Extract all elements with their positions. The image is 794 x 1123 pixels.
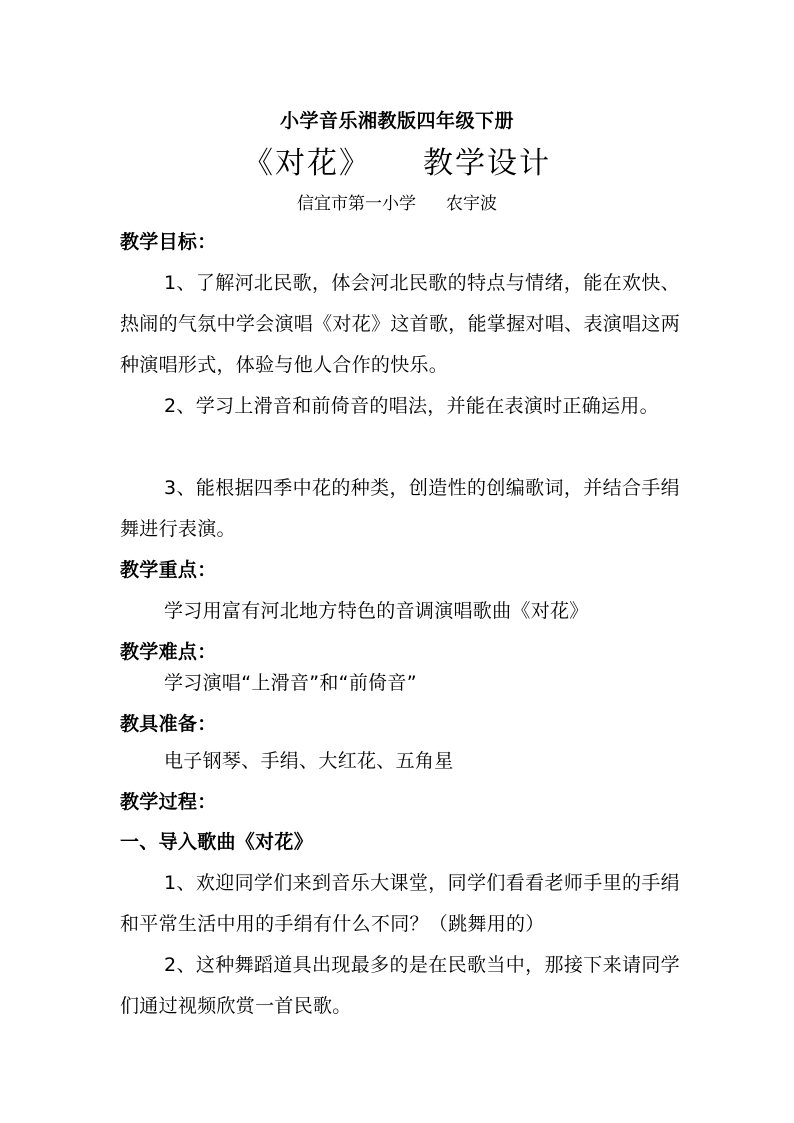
- teacher-name: 农宇波: [446, 194, 497, 214]
- lesson-title: [0, 138, 794, 182]
- key-point-heading: 教学重点：: [120, 559, 217, 581]
- author-line: [0, 189, 794, 214]
- difficulty-text: 学习演唱“上滑音”和“前倚音”: [164, 672, 417, 694]
- step-2: 2、这种舞蹈道具出现最多的是在民歌当中，那接下来请同学们通过视频欣赏一首民歌。: [120, 954, 680, 1017]
- section-1-heading: 一、导入歌曲《对花》: [120, 831, 314, 853]
- series-title: 小学音乐湘教版四年级下册: [279, 110, 514, 132]
- tools-text: 电子钢琴、手绢、大红花、五角星: [164, 750, 454, 772]
- step-1: 1、欢迎同学们来到音乐大课堂，同学们看看老师手里的手绢和平常生活中用的手绢有什么不同？（跳舞用的）: [120, 872, 680, 935]
- tools-heading: 教具准备：: [120, 713, 217, 735]
- lesson-name: 《对花》: [243, 146, 371, 181]
- design-label: 教学设计: [423, 146, 551, 181]
- objective-1: 1、了解河北民歌，体会河北民歌的特点与情绪，能在欢快、热闹的气氛中学会演唱《对花》这首歌，能掌握对唱、表演唱这两种演唱形式，体验与他人合作的快乐。: [120, 272, 680, 376]
- objective-2: 2、学习上滑音和前倚音的唱法，并能在表演时正确运用。: [164, 395, 659, 417]
- key-point-text: 学习用富有河北地方特色的音调演唱歌曲《对花》: [164, 600, 589, 622]
- objective-3: 3、能根据四季中花的种类，创造性的创编歌词，并结合手绢舞进行表演。: [120, 477, 680, 540]
- process-heading: 教学过程：: [120, 791, 217, 813]
- objectives-heading: 教学目标：: [120, 231, 217, 253]
- school-name: 信宜市第一小学: [297, 194, 416, 214]
- difficulty-heading: 教学难点：: [120, 641, 217, 663]
